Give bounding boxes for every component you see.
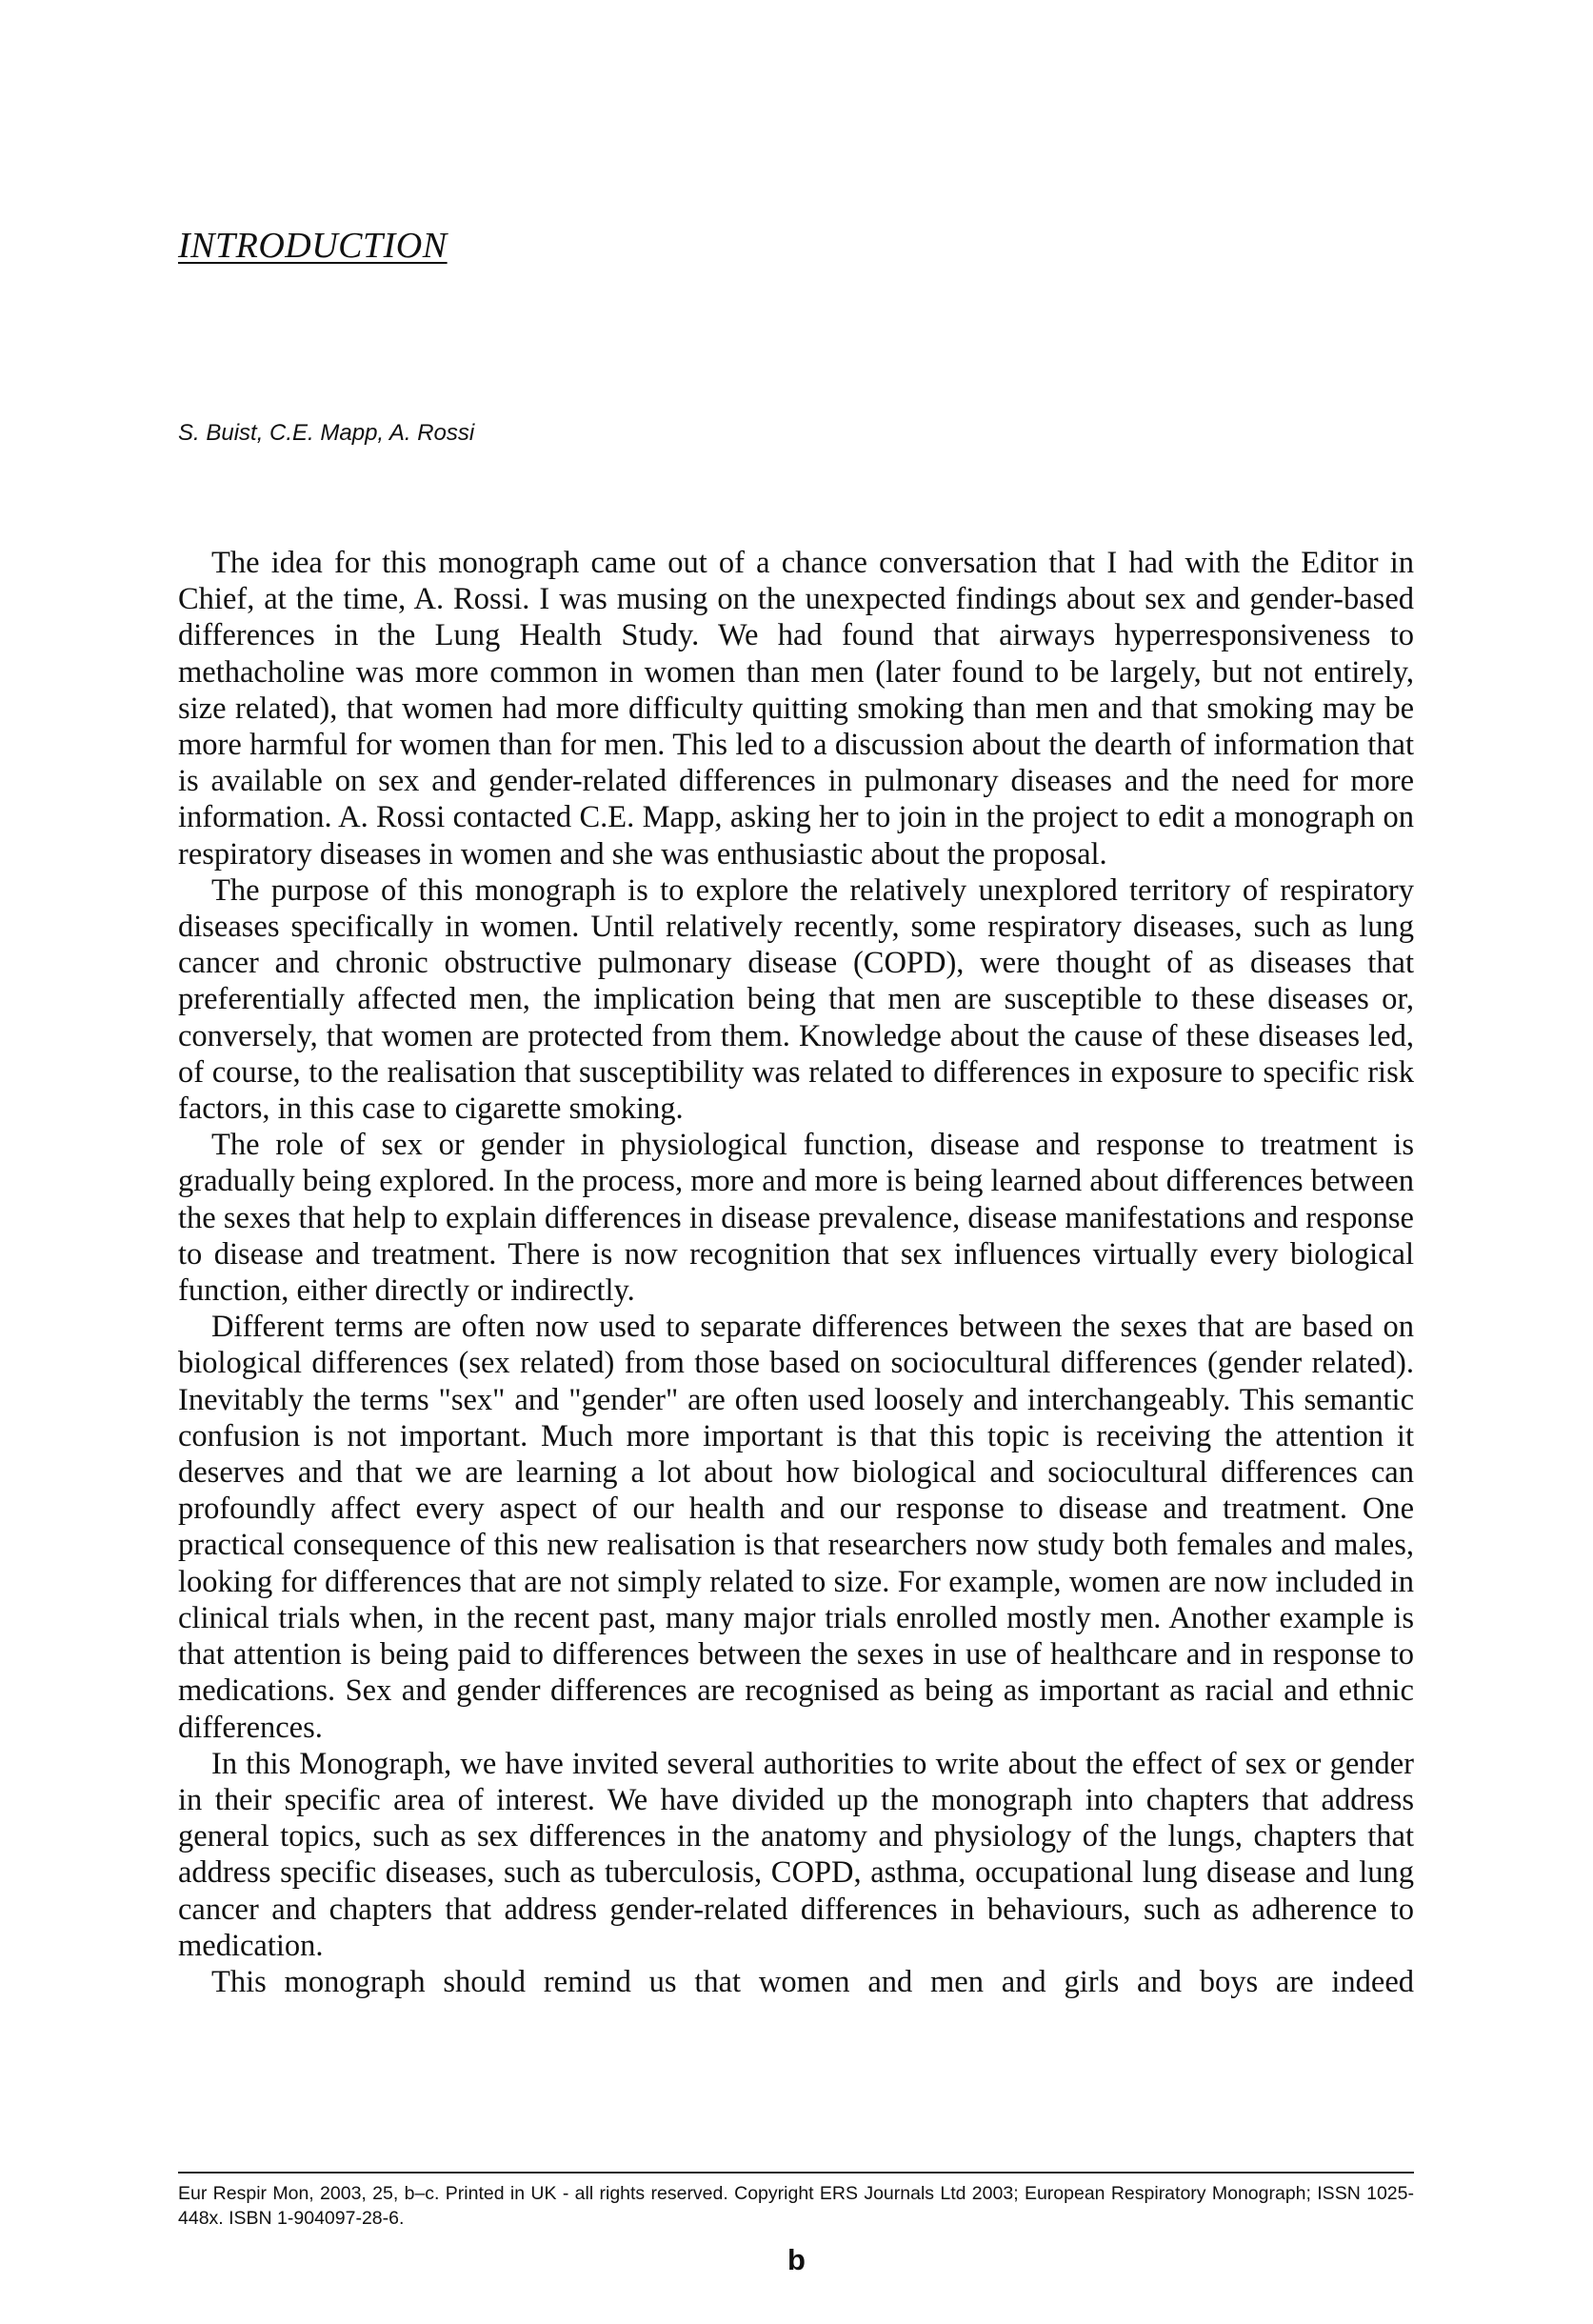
document-title: INTRODUCTION [178,226,448,266]
author-line: S. Buist, C.E. Mapp, A. Rossi [178,420,475,446]
page-number: b [787,2243,806,2276]
paragraph-closing: This monograph should remind us that women and men and girls and boys are indeed [211,1964,1414,1999]
paragraph-origin: The idea for this monograph came out of a chance conversation that I had with the Editor in Chief, at the time, A. Rossi. I was musing on the unexpected findings about sex and gender-based differences in the Lung Health Study. We had found that airways hyperresponsiveness to methacholine was more common in women than men (later found to be largely, but not entirely, size related), that women had more difficulty quitting smoking than men and that smoking may be more harmful for women than for men. This led to a discussion about the dearth of information that is available on sex and gender-related differences in pulmonary diseases and the need for more information. A. Rossi contacted C.E. Mapp, asking her to join in the project to edit a monograph on respiratory diseases in women and she was enthusiastic about the proposal. [178,546,1414,872]
paragraph-purpose: The purpose of this monograph is to explore the relatively unexplored territory of respiratory diseases specifically in women. Until relatively recently, some respiratory diseases, such as lung cancer and chronic obstructive pulmonary disease (COPD), were thought of as diseases that preferentially affected men, the implication being that men are susceptible to these diseases or, conversely, that women are protected from them. Knowledge about the cause of these diseases led, of course, to the realisation that susceptibility was related to differences in exposure to specific risk factors, in this case to cigarette smoking. [178,872,1414,1127]
paragraph-contents: In this Monograph, we have invited several authorities to write about the effect of sex or gender in their specific area of interest. We have divided up the monograph into chapters that address general topics, such as sex differences in the anatomy and physiology of the lungs, chapters that address specific diseases, such as tuberculosis, COPD, asthma, occupational lung disease and lung cancer and chapters that address gender-related differences in behaviours, such as adherence to medication. [178,1746,1414,1963]
footer-divider [178,2172,1414,2174]
body-text [178,545,1414,2000]
paragraph-terminology: Different terms are often now used to separate differences between the sexes that are based on biological differences (sex related) from those based on sociocultural differences (gender related). Inevitably the terms "sex" and "gender" are often used loosely and interchangeably. This semantic confusion is not important. Much more important is that this topic is receiving the attention it deserves and that we are learning a lot about how biological and sociocultural differences can profoundly affect every aspect of our health and our response to disease and treatment. One practical consequence of this new realisation is that researchers now study both females and males, looking for differences that are not simply related to size. For example, women are now included in clinical trials when, in the recent past, many major trials enrolled mostly men. Another example is that attention is being paid to differences between the sexes in use of healthcare and in response to medications. Sex and gender differences are recognised as being as important as racial and ethnic differences. [178,1310,1414,1745]
paragraph-role-of-sex: The role of sex or gender in physiological function, disease and response to treatment is gradually being explored. In the process, more and more is being learned about differences between the sexes that help to explain differences in disease prevalence, disease manifestations and response to disease and treatment. There is now recognition that sex influences virtually every biological function, either directly or indirectly. [178,1128,1414,1309]
footer-citation: Eur Respir Mon, 2003, 25, b–c. Printed in UK - all rights reserved. Copyright ERS Journals Ltd 2003; European Respiratory Monograph; ISSN 1025-448x. ISBN 1-904097-28-6. [178,2183,1414,2229]
